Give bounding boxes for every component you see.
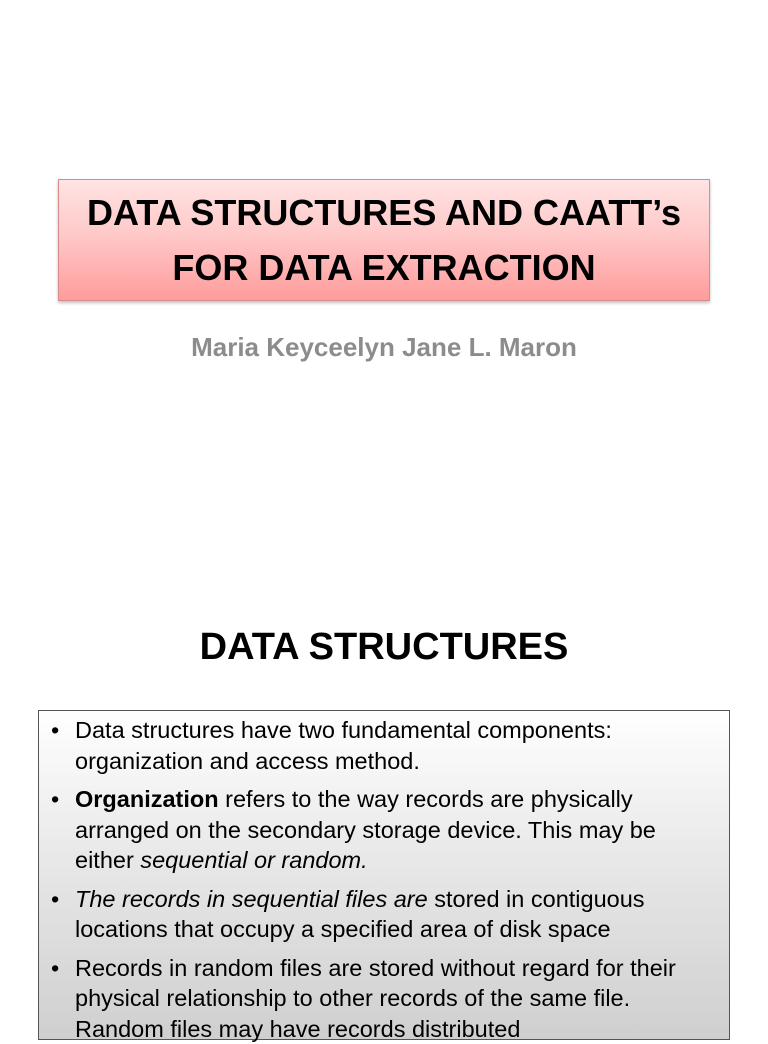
slide-title-line-1: DATA STRUCTURES AND CAATT’s bbox=[87, 185, 681, 240]
bullet-icon: • bbox=[51, 953, 59, 984]
bullet-bold-term: Organization bbox=[75, 786, 219, 812]
bullet-item-4 bbox=[47, 953, 719, 1044]
bullet-text: Data structures have two fundamental components: organization and access method. bbox=[75, 717, 612, 774]
bullet-item-1 bbox=[47, 715, 719, 776]
bullet-italic-text: The records in sequential files are bbox=[75, 886, 428, 912]
bullet-icon: • bbox=[51, 784, 59, 815]
bullet-text: Records in random files are stored without regard for their physical relationship to other records of the same file. Random files may have records distributed bbox=[75, 955, 676, 1042]
content-box bbox=[38, 710, 730, 1040]
section-title: DATA STRUCTURES bbox=[0, 622, 768, 672]
bullet-item-3 bbox=[47, 884, 719, 945]
bullet-italic-text: sequential or random. bbox=[140, 847, 367, 873]
slide-divider bbox=[0, 576, 768, 577]
bullet-list bbox=[47, 715, 719, 1044]
slide-title bbox=[77, 185, 691, 295]
bullet-icon: • bbox=[51, 884, 59, 915]
bullet-icon: • bbox=[51, 715, 59, 746]
author-name: Maria Keyceelyn Jane L. Maron bbox=[0, 332, 768, 363]
bullet-text: stored in contiguous locations that occupy a specified area of disk space bbox=[75, 886, 645, 943]
bullet-text: refers to the way records are physically arranged on the secondary storage device. This may be either bbox=[75, 786, 656, 873]
slide-title-line-2: FOR DATA EXTRACTION bbox=[87, 240, 681, 295]
title-box bbox=[58, 179, 710, 301]
bullet-item-2 bbox=[47, 784, 719, 876]
